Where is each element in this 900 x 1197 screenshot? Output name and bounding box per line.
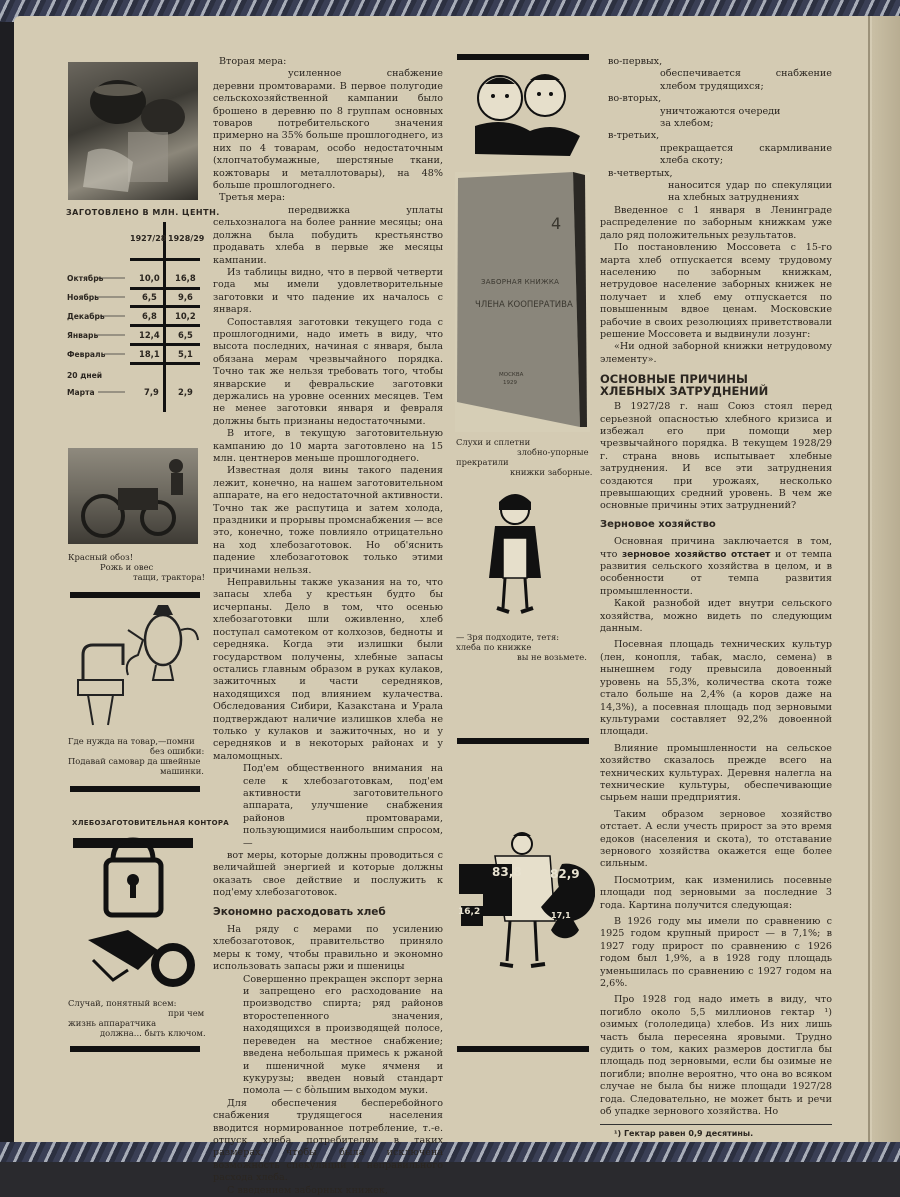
table-cell: 6,5 <box>142 292 157 302</box>
paragraph: Сопоставляя заготовки текущего года с прошлогодними, надо иметь в виду, что высота последних, начиная с января, была обязана мерам чрезвычайного порядка. Точно так же нельзя требовать того, чтобы январские и февральские заготовки держались на уровне осенних месяцев. Тем не менее заготовки января и февраля должны быть признаны недостаточными. <box>213 316 443 427</box>
caption-samovar-line4: машинки. <box>160 766 204 776</box>
caption-key-line1: Случай, понятный всем: <box>68 998 177 1008</box>
paragraph-text: Основная причина заключается в том, что <box>600 536 832 560</box>
table-cell: 9,6 <box>178 292 193 302</box>
caption-book-line4: книжки заборные. <box>510 467 593 477</box>
pots-illustration <box>68 62 198 200</box>
paragraph: Под'ем общественного внимания на селе к хлебозаготовкам, под'ем активности заготовительного аппарата, улучшение снабжения районов промтоварами, пользующимися наибольшим спросом, — <box>243 763 443 849</box>
caption-aunt-line3: вы не возьмете. <box>517 652 587 662</box>
table-cell: 6,5 <box>178 330 193 340</box>
caption-samovar-line3: Подавай самовар да швейные <box>68 756 201 766</box>
page-fold <box>868 16 870 1142</box>
table-cell: 10,2 <box>175 311 196 321</box>
footnote: ¹) Гектар равен 0,9 десятины. <box>614 1128 754 1138</box>
table-row-label: Декабрь <box>67 312 105 321</box>
paragraph: Введенное с 1 января в Ленинграде распределение по заборным книжкам уже дало ряд положительных результатов. <box>600 204 832 241</box>
kontora-label: ХЛЕБОЗАГОТОВИТЕЛЬНАЯ КОНТОРА <box>72 819 230 827</box>
padlock-key-drawing <box>68 830 203 990</box>
table-cell: 12,4 <box>139 330 160 340</box>
photo-pots <box>68 62 198 200</box>
caption-key-line4: должна... быть ключом. <box>100 1028 206 1038</box>
caption-cart-line2: Рожь и овес <box>100 562 154 572</box>
section-heading-line1: ОСНОВНЫЕ ПРИЧИНЫ <box>600 372 748 387</box>
table-cell: 6,8 <box>142 311 157 321</box>
table-cell: 7,9 <box>144 387 159 397</box>
list-item: наносится удар по спекуляции на хлебных затруднениях <box>668 180 832 204</box>
cartoon-aunt-drawing <box>475 488 555 620</box>
list-item: во-вторых, <box>608 93 662 105</box>
divider-rule <box>457 54 589 60</box>
divider-rule <box>70 1046 200 1052</box>
table-cell: 2,9 <box>178 387 193 397</box>
paragraph: Третья мера: <box>219 192 286 204</box>
paragraph: Таким образом зерновое хозяйство отстает. А если учесть прирост за это время едоков (населения и скота), то отставание зернового хозяйства окажется еще более сильным. <box>600 808 832 870</box>
figure-value-right-small: 17,1 <box>551 911 571 920</box>
caption-key-line2: при чем <box>168 1008 205 1018</box>
figure-value-right-big: 82,9 <box>550 867 580 881</box>
photo-tractor-cart <box>68 448 198 544</box>
table-row-label: Февраль <box>67 350 106 359</box>
next-page-edge <box>872 16 900 1142</box>
list-item: уничтожаются очереди за хлебом; <box>660 105 781 130</box>
table-header-1928: 1928/29 <box>168 234 205 243</box>
background-fabric-bottom <box>0 1142 900 1162</box>
caption-aunt-line2: хлеба по книжке <box>456 642 532 652</box>
list-item: во-первых, <box>608 56 663 67</box>
caption-book-line3: прекратили <box>456 457 509 467</box>
list-item: в-четвертых, <box>608 167 673 179</box>
divider-rule <box>457 738 589 744</box>
paragraph: передвижка уплаты сельхозналога на более ранние месяцы; она должна была побудить крестьянство продавать хлеба в первые же месяцы кампании. <box>213 204 443 266</box>
divider-rule <box>457 1046 589 1052</box>
list-item: в-третьих, <box>608 130 660 142</box>
paragraph: усиленное снабжение деревни промтоварами. В первое полугодие сельскохозяйственной кампании было брошено в деревню по 8 группам основных товаров потребительского значения примерно на 35% больше прошлогоднего, из них по 4 товарам, особо недостаточным (хлопчатобумажные, шерстяные ткани, кожтовары и металлотовары), на 48% больше прошлогоднего. <box>213 68 443 192</box>
book-title-1: ЗАБОРНАЯ КНИЖКА <box>481 278 560 286</box>
table-row-label: Ноябрь <box>67 293 99 302</box>
paragraph-text: и от темпа развития сельского хозяйства в целом, и в особенности от темпа развития промышленности. <box>600 548 832 597</box>
footnote-rule <box>600 1124 832 1125</box>
paragraph: Для обеспечения бесперебойного снабжения трудящегося населения вводится нормированное потребление, т.-е. отпуск хлеба потребителям в таких размерах, чтобы была исключена возможность спекуляции и неправильного расхода хлеба. <box>213 1097 443 1184</box>
book-number: 4 <box>551 214 562 233</box>
figure-value-left-big: 83,8 <box>492 865 522 879</box>
paragraph: В 1926 году мы имели по сравнению с 1925 годом крупный прирост — в 7,1%; в 1927 году прирост по сравнению с 1926 годом был 1,9%, а в 1928 году площадь уменьшилась по сравнению с 1927 годом на 2,6%. <box>600 916 832 990</box>
paragraph: Какой разнобой идет внутри сельского хозяйства, можно видеть по следующим данным. <box>600 598 832 635</box>
paragraph: Известная доля вины такого падения лежит, конечно, на нашем заготовительном аппарате, на его недостаточной активности. Точно так же распутица и затем холода, праздники и прорывы промснабжения — все это, конечно, тоже повлияло отрицательно на ход хлебозаготовок. Но об'яснить падение хлебозаготовок только этими причинами нельзя. <box>213 465 443 576</box>
caption-samovar-line2: без ошибки: <box>150 746 205 756</box>
paragraph: На ряду с мерами по усилению хлебозаготовок, правительство приняло меры к тому, чтобы правильно и экономно использовать запасы ржи и пшеницы <box>213 924 443 973</box>
paragraph: Посевная площадь технических культур (лен, конопля, табак, масло, семена) в нынешнем году превысила довоенный уровень на 55,3%, количества скота тоже стало больше на 2,4% (а коров даже на 14,3%), а посевная площадь под зерновыми культурами составляет 92,2% довоенной площади. <box>600 639 832 738</box>
cartoon-children-drawing <box>455 66 590 166</box>
table-row-label: Октябрь <box>67 274 104 283</box>
paragraph: По постановлению Моссовета с 15-го марта хлеб отпускается всему трудовому населению по заборным книжкам, нетрудовое население заборных книжек не получает и хлеб ему отпускается по повышенным вдвое ценам. Московские рабочие в своих резолюциях приветствовали решение Моссовета и выдвинули лозунг: <box>600 242 832 340</box>
table-header-1927: 1927/28 <box>130 234 167 243</box>
paragraph: Совершенно прекращен экспорт зерна и запрещено его расходование на производство спирта; ряд районов второстепенного значения, находящихся в производящей полосе, переведен на местное снабжение; введена небольшая примесь к ржаной и пшеничной муке ячменя и кукурузы; введен новый стандарт помола — с бо̀льшим выходом муки. <box>243 973 443 1097</box>
table-cell: 10,0 <box>139 273 160 283</box>
section-heading: Экономно расходовать хлеб <box>213 905 386 918</box>
photo-ration-book <box>455 172 590 432</box>
divider-rule <box>70 592 200 598</box>
paragraph: Неправильны также указания на то, что запасы хлеба у крестьян будто бы исчерпаны. Дело в том, что осенью хлебозаготовки шли оживленно, хлеб поступал самотеком от колхозов, бедноты и середняка. Когда эти излишки были государством получены, хлебные запасы остались главным образом в руках кулаков, зажиточных и части середняков, находящихся под влиянием кулачества. Обследования Сибири, Казакстана и Урала подтверждают наличие излишков хлеба не только у кулаков и зажиточных, но и у середняков и в некоторых районах и у маломощных. <box>213 577 443 762</box>
article-column-2 <box>213 56 443 1197</box>
caption-cart-line3: тащи, трактора! <box>133 572 205 582</box>
caption-key-line3: жизнь аппаратчика <box>68 1018 157 1028</box>
caption-aunt-line1: — Зря подходите, тетя: <box>456 632 560 642</box>
tractor-illustration <box>68 448 198 544</box>
table-cell: 18,1 <box>139 349 160 359</box>
book-title-2: ЧЛЕНА КООПЕРАТИВА <box>475 300 573 310</box>
book-year: 1929 <box>503 380 517 386</box>
list-item: обеспечивается снабжение хлебом трудящихся; <box>660 68 832 92</box>
paragraph: вот меры, которые должны проводиться с величайшей энергией и которые должны оказать свое действие и послужить к под'ему хлебозаготовок. <box>213 850 443 899</box>
caption-book-line2: злобно-упорные <box>517 447 589 457</box>
caption-samovar-line1: Где нужда на товар,—помни <box>68 736 195 746</box>
table-cell: 5,1 <box>178 349 193 359</box>
paragraph: «Ни одной заборной книжки нетрудовому элементу». <box>600 341 832 365</box>
paragraph: Про 1928 год надо иметь в виду, что погибло около 5,5 миллионов гектар ¹) озимых (гололедица) хлебов. Из них лишь часть была пересеяна яровыми. Трудно судить о том, каких размеров достигла бы площадь под зерновыми, если бы озимые не погибли; вполне вероятно, что она во всяком случае не была бы ниже площади 1927/28 года. Следовательно, не может быть и речи об упадке зернового хозяйства. Но <box>600 994 832 1118</box>
table-cell: 16,8 <box>175 273 196 283</box>
subsection-heading: Зерновое хозяйство <box>600 518 716 530</box>
paragraph: В 1927/28 г. наш Союз стоял перед серьезной опасностью хлебного кризиса и избежал его при помощи мер чрезвычайного порядка. В текущем 1928/29 г. страна вновь испытывает хлебные затруднения. И все эти затруднения создаются при урожаях, несколько превышающих средний уровень. В чем же основные причины этих затруднений? <box>600 401 832 512</box>
emphasis-text: зерновое хозяйство отстает <box>621 549 771 560</box>
samovar-sewing-machine-drawing <box>68 600 203 730</box>
paragraph: В итоге, в текущую заготовительную кампанию до 10 марта заготовлено на 15 млн. центнеров меньше прошлогоднего. <box>213 428 443 464</box>
divider-rule <box>70 786 200 792</box>
table-row-label: Марта <box>67 388 95 397</box>
paragraph: Посмотрим, как изменились посевные площади под зерновыми за последние 3 года. Картина получится следующая: <box>600 874 832 911</box>
caption-book-line1: Слухи и сплетни <box>456 437 531 447</box>
table-title: ЗАГОТОВЛЕНО В МЛН. ЦЕНТН. <box>66 208 220 217</box>
table-row-label: 20 дней <box>67 371 103 380</box>
paragraph: С введением заборных книжек, <box>227 1184 388 1196</box>
list-item: прекращается скармливание хлеба скоту; <box>660 142 832 167</box>
book-city: МОСКВА <box>499 372 524 378</box>
paragraph: Из таблицы видно, что в первой четверти года мы имели удовлетворительные заготовки и что падение их началось с января. <box>213 266 443 316</box>
proportions-figure-drawing <box>455 826 595 976</box>
table-row-label: Январь <box>67 331 99 340</box>
article-column-4 <box>600 56 832 1140</box>
figure-value-left-small: 16,2 <box>458 907 481 917</box>
paragraph: Влияние промышленности на сельское хозяйство сказалось прежде всего на технических культурах. Деревня налегла на технические культуры, обеспечивающие сырьем наши предприятия. <box>600 742 832 804</box>
paragraph <box>600 536 832 598</box>
section-heading-line2: ХЛЕБНЫХ ЗАТРУДНЕНИЙ <box>600 384 769 399</box>
paragraph: Вторая мера: <box>219 56 287 67</box>
caption-cart-line1: Красный обоз! <box>68 552 134 562</box>
